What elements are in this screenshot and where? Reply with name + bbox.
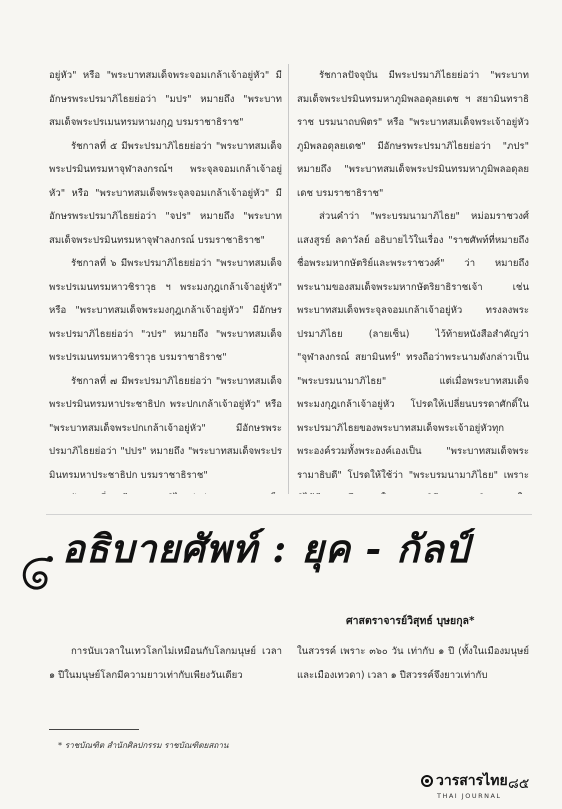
article-paragraph-left: การนับเวลาในเทวโลกไม่เหมือนกับโลกมนุษย์ เวลา ๑ ปีในมนุษย์โลกมีความยาวเท่ากับเพียงวันเดียว <box>49 646 282 681</box>
right-paragraph-2: ส่วนคำว่า "พระบรมนามาภิไธย" หม่อมราชวงศ์แสงสูรย์ ลดาวัลย์ อธิบายไว้ในเรื่อง "ราชศัพท์ที่หมายถึงชื่อพระมหากษัตริย์และพระราชวงศ์" ว่า หมายถึงพระนามของสมเด็จพระมหากษัตริยาธิราชเจ้า เช่น พระบาทสมเด็จพระจุลจอมเกล้าเจ้าอยู่หัว ทรงลงพระปรมาภิไธย (ลายเซ็น) ไว้ท้ายหนังสือสำคัญว่า "จุฬาลงกรณ์ สยามินทร์" ทรงถือว่าพระนามดังกล่าวเป็น "พระบรมนามาภิไธย" แต่เมื่อพระบาทสมเด็จพระมงกุฎเกล้าเจ้าอยู่หัว โปรดให้เปลี่ยนบรรดาศักดิ์ในพระปรมาภิไธยของพระบาทสมเด็จพระเจ้าอยู่หัวทุกพระองค์รวมทั้งพระองค์เองเป็น "พระบาทสมเด็จพระรามาธิบดี" โปรดให้ใช้ว่า "พระบรมนามาภิไธย" เพราะ <box>297 211 529 481</box>
swirl-ornament-icon <box>14 548 62 596</box>
right-paragraph-1: รัชกาลปัจจุบัน มีพระปรมาภิไธยย่อว่า "พระบาทสมเด็จพระปรมินทรมหาภูมิพลอดุลยเดช ฯ สยามินทราธิราช บรมนาถบพิตร" หรือ "พระบาทสมเด็จพระเจ้าอยู่หัวภูมิพลอดุลยเดช" มีอักษรพระปรมาภิไธยย่อว่า "ภปร" หมายถึง "พระบาทสมเด็จพระปรมินทรมหาภูมิพลอดุลยเดช บรมราชาธิราช" <box>297 70 529 199</box>
journal-mark-icon <box>421 775 433 787</box>
article-body-left <box>49 640 282 688</box>
footnote: * ราชบัณฑิต สำนักศิลปกรรม ราชบัณฑิตยสถาน <box>58 740 229 750</box>
article-paragraph-right: ในสวรรค์ เพราะ ๓๖๐ วัน เท่ากับ ๑ ปี (ทั้งในเมืองมนุษย์และเมืองเทวดา) เวลา ๑ ปีสวรรค์จึงยาวเท่ากับ <box>297 646 529 681</box>
journal-logo <box>421 770 508 800</box>
left-column <box>49 64 282 494</box>
journal-name: วารสารไทย <box>436 773 508 789</box>
left-paragraph-1: อยู่หัว" หรือ "พระบาทสมเด็จพระจอมเกล้าเจ้าอยู่หัว" มีอักษรพระปรมาภิไธยย่อว่า "มปร" หมายถึง "พระบาทสมเด็จพระปรเมนทรมหามงกุฎ บรมราชาธิราช" <box>49 70 282 128</box>
right-column <box>297 64 529 494</box>
article-author: ศาสตราจารย์วิสุทธ์ บุษยกุล* <box>346 615 475 627</box>
left-paragraph-4: รัชกาลที่ ๗ มีพระปรมาภิไธยย่อว่า "พระบาทสมเด็จพระปรมินทรมหาประชาธิปก พระปกเกล้าเจ้าอยู่หัว" หรือ "พระบาทสมเด็จพระปกเกล้าเจ้าอยู่หัว" มีอักษรพระปรมาภิไธยย่อว่า "ปปร" หมายถึง "พระบาทสมเด็จพระปรมินทรมหาประชาธิปก บรมราชาธิราช" <box>49 375 282 481</box>
column-divider <box>288 64 289 494</box>
footnote-rule <box>49 729 139 730</box>
left-paragraph-5 <box>49 487 282 494</box>
article-body-right <box>297 640 529 688</box>
page-number: ๘๕ <box>508 776 530 792</box>
section-divider <box>46 514 532 515</box>
article-title: อธิบายศัพท์ : ยุค - กัลป์ <box>62 526 470 571</box>
journal-english-name: THAI JOURNAL <box>437 792 502 800</box>
left-paragraph-3: รัชกาลที่ ๖ มีพระปรมาภิไธยย่อว่า "พระบาทสมเด็จพระปรเมนทรมหาวชิราวุธ ฯ พระมงกุฎเกล้าเจ้าอยู่หัว" หรือ "พระบาทสมเด็จพระมงกุฎเกล้าเจ้าอยู่หัว" มีอักษรพระปรมาภิไธยย่อว่า "วปร" หมายถึง "พระบาทสมเด็จพระปรเมนทรมหาวชิราวุธ บรมราชาธิราช" <box>49 258 282 363</box>
left-paragraph-2: รัชกาลที่ ๕ มีพระปรมาภิไธยย่อว่า "พระบาทสมเด็จพระปรมินทรมหาจุฬาลงกรณ์ฯ พระจุลจอมเกล้าเจ้าอยู่หัว" หรือ "พระบาทสมเด็จพระจุลจอมเกล้าเจ้าอยู่หัว" มีอักษรพระปรมาภิไธยย่อว่า "จปร" หมายถึง "พระบาทสมเด็จพระปรมินทรมหาจุฬาลงกรณ์ บรมราชาธิราช" <box>49 140 282 246</box>
journal-logo-row <box>421 770 508 792</box>
